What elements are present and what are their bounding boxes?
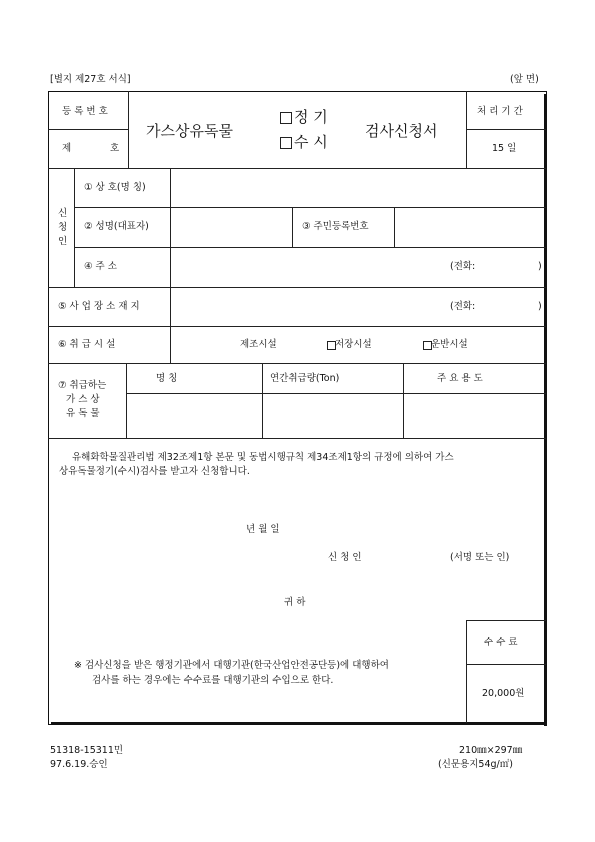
- divider: [466, 620, 546, 621]
- manufacturing-facility: 제조시설: [240, 339, 277, 350]
- address-phone-label: (전화:: [450, 261, 476, 272]
- divider: [466, 620, 467, 723]
- form-number: [별지 제27호 서식]: [50, 74, 131, 85]
- applicant-group-label: 인: [58, 236, 68, 247]
- gas-name-field[interactable]: [128, 395, 260, 436]
- representative-field[interactable]: [172, 209, 290, 245]
- resident-number-label: ③ 주민등록번호: [302, 221, 369, 232]
- page-side-label: (앞 면): [510, 74, 539, 85]
- statement-line: 상유독물정기(수시)검사를 받고자 신청합니다.: [59, 466, 250, 477]
- col-header-use: 주 요 용 도: [437, 373, 483, 384]
- divider: [403, 363, 404, 438]
- approval-date: 97.6.19.승인: [50, 759, 108, 770]
- paper-size: 210㎜×297㎜: [459, 745, 523, 756]
- divider: [394, 207, 395, 247]
- representative-label: ② 성명(대표자): [84, 221, 149, 232]
- regular-checkbox[interactable]: [280, 112, 292, 124]
- divider: [74, 247, 546, 248]
- divider: [48, 287, 546, 288]
- gas-amount-field[interactable]: [264, 395, 401, 436]
- fee-label: 수 수 료: [484, 637, 518, 648]
- gas-use-field[interactable]: [405, 395, 544, 436]
- divider: [48, 168, 546, 169]
- reg-ho-label: 호: [110, 143, 120, 154]
- divider: [262, 363, 263, 438]
- processing-period-value: 15 일: [492, 143, 517, 154]
- reg-number-label: 등 록 번 호: [62, 106, 108, 117]
- divider: [170, 326, 171, 363]
- divider: [126, 363, 127, 438]
- divider: [74, 207, 546, 208]
- company-name-field[interactable]: [172, 170, 544, 206]
- option-occasional: 수 시: [294, 133, 328, 151]
- divider: [126, 393, 546, 394]
- statement-line: 유해화학물질관리법 제32조제1항 본문 및 동법시행규칙 제34조제1항의 규정에 의하여 가스: [72, 452, 454, 463]
- divider: [48, 129, 128, 130]
- transport-facility: 운반시설: [431, 339, 468, 350]
- gas-section-label: 유 독 물: [66, 408, 100, 419]
- processing-period-label: 처 리 기 간: [477, 106, 523, 117]
- applicant-group-label: 청: [58, 222, 68, 233]
- divider: [128, 91, 129, 168]
- divider: [466, 664, 546, 665]
- site-phone-label: (전화:: [450, 301, 476, 312]
- gas-section-label: ⑦ 취급하는: [58, 380, 107, 391]
- gas-section-label: 가 스 상: [66, 394, 100, 405]
- fee-value: 20,000원: [482, 688, 525, 699]
- divider: [292, 207, 293, 247]
- divider: [48, 438, 546, 439]
- occasional-checkbox[interactable]: [280, 137, 292, 149]
- divider: [48, 363, 546, 364]
- address-phone-close: ): [538, 261, 542, 272]
- applicant-signature-label: 신 청 인: [328, 552, 362, 563]
- note-line: 검사를 하는 경우에는 수수료를 대행기관의 수입으로 한다.: [92, 675, 334, 686]
- divider: [74, 168, 75, 287]
- document-number: 51318-15311민: [50, 745, 124, 756]
- site-location-field[interactable]: [172, 289, 544, 324]
- option-regular: 정 기: [294, 108, 328, 126]
- address-label: ④ 주 소: [84, 261, 117, 272]
- divider: [170, 168, 171, 287]
- recipient-label: 귀 하: [284, 597, 306, 608]
- applicant-group-label: 신: [58, 208, 68, 219]
- paper-type: (신문용지54g/㎡): [438, 759, 513, 770]
- signature-note: (서명 또는 인): [450, 552, 510, 563]
- site-location-label: ⑤ 사 업 장 소 재 지: [58, 301, 140, 312]
- facility-label: ⑥ 취 급 시 설: [58, 339, 116, 350]
- application-date: 년 월 일: [246, 524, 280, 535]
- title-right: 검사신청서: [365, 122, 438, 140]
- col-header-name: 명 칭: [156, 373, 178, 384]
- resident-number-field[interactable]: [396, 209, 544, 245]
- company-name-label: ① 상 호(명 칭): [84, 182, 146, 193]
- divider: [466, 129, 546, 130]
- divider: [170, 287, 171, 326]
- divider: [48, 326, 546, 327]
- title-left: 가스상유독물: [146, 122, 233, 140]
- note-line: ※ 검사신청을 받은 행정기관에서 대행기관(한국산업안전공단등)에 대행하여: [74, 660, 389, 671]
- reg-je-label: 제: [62, 143, 72, 154]
- col-header-amount: 연간취급량(Ton): [270, 373, 340, 384]
- site-phone-close: ): [538, 301, 542, 312]
- address-field[interactable]: [172, 249, 544, 285]
- storage-facility: 저장시설: [335, 339, 372, 350]
